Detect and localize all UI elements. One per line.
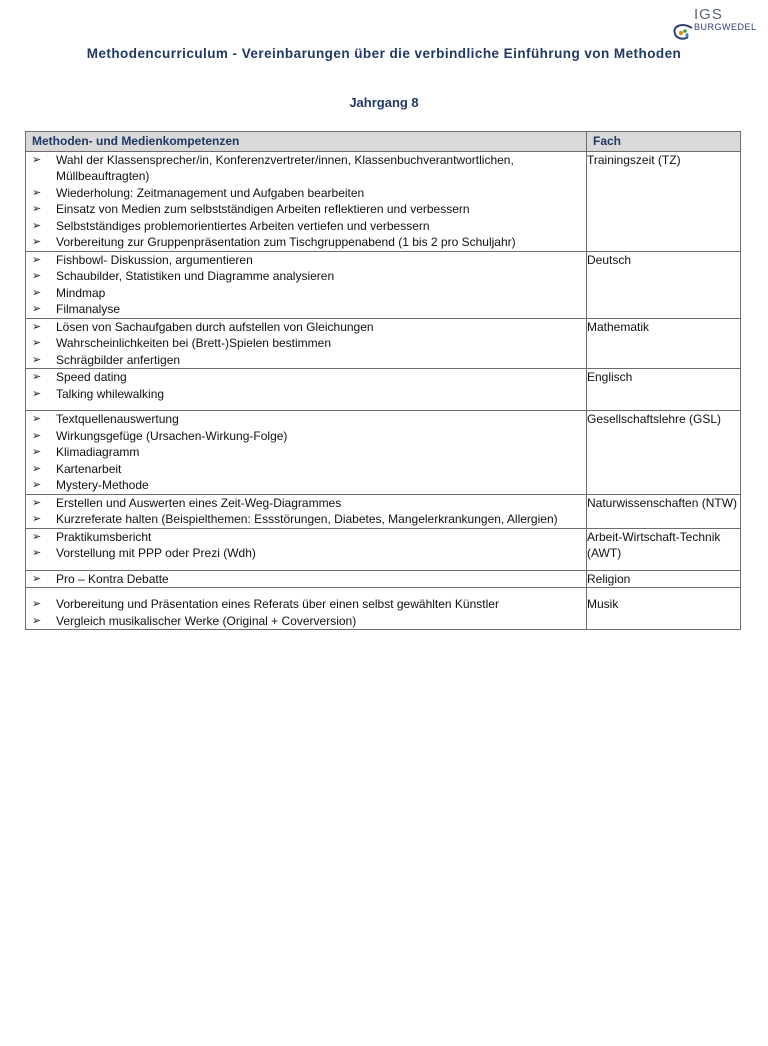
grade-heading: Jahrgang 8 [349,95,419,110]
arrow-bullet-icon: ➢ [32,387,42,400]
list-item [26,495,586,512]
method-text: Wahrscheinlichkeiten bei (Brett-)Spielen bestimmen [56,336,332,350]
arrow-bullet-icon: ➢ [32,572,42,585]
arrow-bullet-icon: ➢ [32,186,42,199]
methods-cell [26,251,587,318]
method-text: Kartenarbeit [56,461,122,476]
list-item [26,201,586,218]
table-row [26,151,741,251]
arrow-bullet-icon: ➢ [32,320,42,333]
logo-name: IGS [694,6,723,23]
method-text: Vorstellung mit PPP oder Prezi (Wdh) [56,546,256,560]
arrow-bullet-icon: ➢ [32,303,42,315]
arrow-bullet-icon: ➢ [32,462,42,475]
subject-cell: Mathematik [587,318,741,369]
header-subject: Fach [587,132,741,152]
table-body [26,151,741,630]
list-item [26,386,586,403]
arrow-bullet-icon: ➢ [32,547,42,559]
arrow-bullet-icon: ➢ [32,371,42,383]
method-list [26,571,586,588]
table-header-row [26,132,741,152]
document-title: Methodencurriculum - Vereinbarungen über die verbindliche Einführung von Methoden [86,46,682,61]
subject-cell: Gesellschaftslehre (GSL) [587,411,741,495]
table-row [26,570,741,588]
list-item [26,461,586,478]
arrow-bullet-icon: ➢ [32,337,42,349]
subject-cell: Trainingszeit (TZ) [587,151,741,251]
subject-cell: Arbeit-Wirtschaft-Technik (AWT) [587,528,741,570]
subject-cell: Englisch [587,369,741,411]
method-text: Vorbereitung und Präsentation eines Referats über einen selbst gewählten Künstler [56,597,499,611]
list-item [26,252,586,269]
method-list [26,529,586,562]
table-row [26,411,741,495]
subject-cell: Deutsch [587,251,741,318]
methods-cell [26,528,587,570]
list-item [26,369,586,386]
table-row [26,528,741,570]
subject-cell: Naturwissenschaften (NTW) [587,494,741,528]
method-list [26,411,586,494]
list-item [26,545,586,562]
method-text: Schrägbilder anfertigen [56,352,181,367]
method-text: Wiederholung: Zeitmanagement und Aufgaben bearbeiten [56,185,365,200]
list-item [26,234,586,251]
subject-cell: Musik [587,588,741,630]
methods-cell [26,588,587,630]
table-row [26,494,741,528]
method-list [26,495,586,528]
method-list [26,252,586,318]
list-item [26,152,586,185]
arrow-bullet-icon: ➢ [32,236,42,248]
school-logo [672,8,762,44]
list-item [26,301,586,318]
list-item [26,411,586,428]
arrow-bullet-icon: ➢ [32,203,42,215]
methods-cell [26,411,587,495]
list-item [26,428,586,445]
arrow-bullet-icon: ➢ [32,286,42,299]
method-list [26,319,586,369]
method-text: Wirkungsgefüge (Ursachen-Wirkung-Folge) [56,428,288,443]
list-item [26,444,586,461]
header-methods: Methoden- und Medienkompetenzen [26,132,587,152]
list-item [26,477,586,494]
list-item [26,335,586,352]
logo-swirl-icon [672,22,694,42]
arrow-bullet-icon: ➢ [32,253,42,266]
table-row [26,369,741,411]
arrow-bullet-icon: ➢ [32,479,42,491]
arrow-bullet-icon: ➢ [32,614,42,627]
method-list [26,596,586,629]
table-row [26,588,741,630]
subject-cell: Religion [587,570,741,588]
arrow-bullet-icon: ➢ [32,429,42,442]
method-text: Textquellenauswertung [56,412,179,426]
list-item [26,352,586,369]
method-text: Filmanalyse [56,302,121,316]
method-text: Klimadiagramm [56,445,140,459]
method-text: Speed dating [56,370,127,384]
method-text: Erstellen und Auswerten eines Zeit-Weg-Diagrammes [56,495,342,510]
method-text: Pro – Kontra Debatte [56,571,169,586]
method-text: Schaubilder, Statistiken und Diagramme analysieren [56,269,335,283]
arrow-bullet-icon: ➢ [32,219,42,232]
arrow-bullet-icon: ➢ [32,496,42,509]
methods-cell [26,570,587,588]
method-text: Einsatz von Medien zum selbstständigen Arbeiten reflektieren und verbessern [56,202,470,216]
method-text: Wahl der Klassensprecher/in, Konferenzvertreter/innen, Klassenbuchverantwortlichen, Müllbeauftragten) [56,152,514,183]
method-text: Talking whilewalking [56,386,165,401]
arrow-bullet-icon: ➢ [32,446,42,458]
method-text: Mystery-Methode [56,478,149,492]
methods-cell [26,151,587,251]
method-text: Selbstständiges problemorientiertes Arbeiten vertiefen und verbessern [56,218,430,233]
arrow-bullet-icon: ➢ [32,413,42,425]
list-item [26,596,586,613]
list-item [26,268,586,285]
list-item [26,185,586,202]
list-item [26,319,586,336]
method-text: Mindmap [56,285,106,300]
method-list [26,152,586,251]
arrow-bullet-icon: ➢ [32,598,42,610]
method-text: Fishbowl- Diskussion, argumentieren [56,252,253,267]
methods-table [25,131,741,630]
methods-cell [26,369,587,411]
list-item [26,511,586,528]
table-row [26,318,741,369]
list-item [26,285,586,302]
arrow-bullet-icon: ➢ [32,353,42,366]
method-list [26,369,586,402]
method-text: Lösen von Sachaufgaben durch aufstellen von Gleichungen [56,319,374,334]
arrow-bullet-icon: ➢ [32,270,42,282]
method-text: Kurzreferate halten (Beispielthemen: Essstörungen, Diabetes, Mangelerkrankungen, Allergien) [56,512,558,526]
arrow-bullet-icon: ➢ [32,153,42,166]
list-item [26,529,586,546]
list-item [26,218,586,235]
arrow-bullet-icon: ➢ [32,530,42,543]
list-item [26,571,586,588]
list-item [26,613,586,630]
method-text: Praktikumsbericht [56,529,152,544]
logo-subname: BURGWEDEL [694,22,757,32]
table-row [26,251,741,318]
arrow-bullet-icon: ➢ [32,513,42,525]
methods-cell [26,494,587,528]
method-text: Vergleich musikalischer Werke (Original + Coverversion) [56,613,357,628]
methods-cell [26,318,587,369]
method-text: Vorbereitung zur Gruppenpräsentation zum Tischgruppenabend (1 bis 2 pro Schuljahr) [56,235,516,249]
